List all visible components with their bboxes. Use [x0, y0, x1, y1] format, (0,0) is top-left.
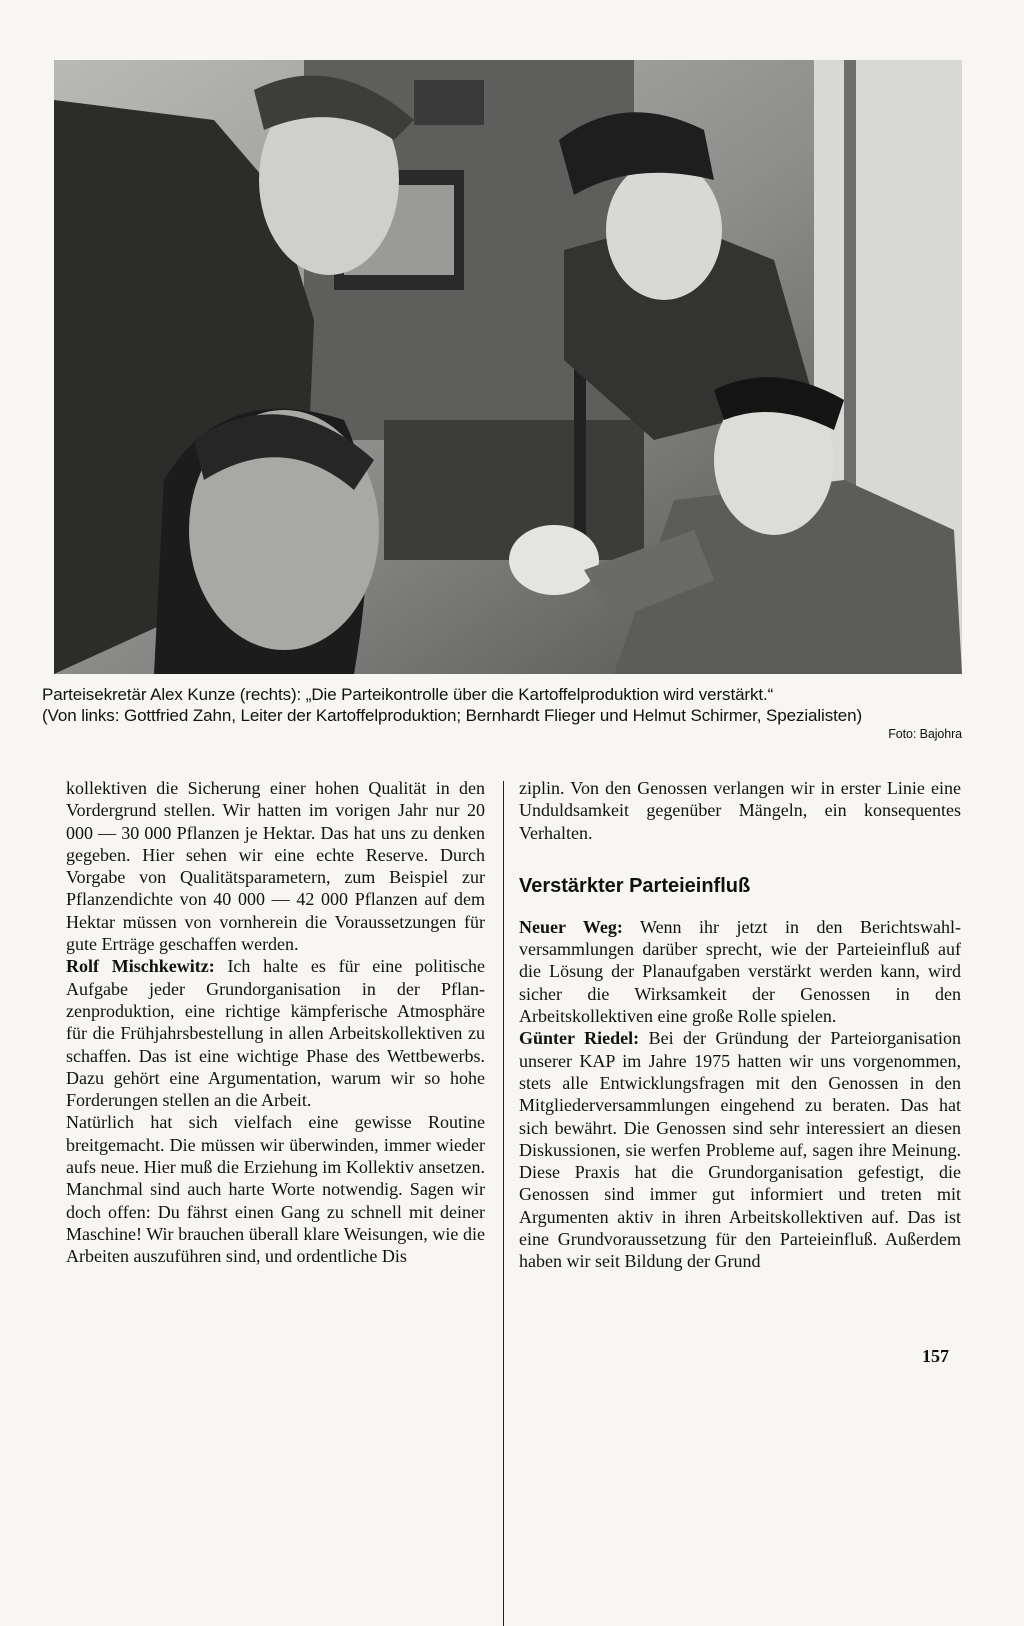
paragraph-text: Wenn ihr jetzt in den Berichtswahlversammlungen darüber sprecht, wie der Parteieinfluß auf die Lösung der Planaufgaben verstärkt werden kann, wird sicher die Wirksamkeit der Genossen in den Arbeitskollektiven eine große Rolle spielen. — [519, 916, 961, 1027]
caption-line-1: Parteisekretär Alex Kunze (rechts): „Die Parteikontrolle über die Kartoffelproduktion wird verstärkt.“ — [42, 685, 774, 704]
photo-credit: Foto: Bajohra — [888, 727, 962, 741]
photo-caption — [42, 684, 962, 742]
paragraph — [519, 1027, 961, 1272]
left-column — [66, 777, 485, 1268]
section-heading: Verstärkter Parteieinfluß — [519, 874, 751, 897]
speaker-label: Neuer Weg: — [519, 916, 623, 937]
paragraph — [519, 916, 961, 1027]
paragraph-text: Ich halte es für eine politische Aufgabe jeder Grundorganisation in der Pflanzenproduktion, eine richtige kämpferische Atmosphäre für die Frühjahrsbestellung in allen Arbeitskollektiven zu schaffen. Das ist eine wichtige Phase des Wettbewerbs. Dazu gehört eine Argumentation, warum wir so hohe Forderungen stellen an die Arbeit. — [66, 956, 486, 1111]
paragraph — [66, 955, 485, 1111]
page-number: 157 — [922, 1346, 949, 1366]
paragraph-text: Bei der Gründung der Parteiorganisation unserer KAP im Jahre 1975 hatten wir uns vorgenommen, stets alle Entwicklungsfragen mit den Genossen in den Mitgliederversammlungen eingehend zu beraten. Das hat sich bewährt. Die Genossen sind sehr interessiert an diesen Diskussionen, sie werfen Probleme auf, sagen ihre Meinung. Diese Praxis hat die Grundorganisation gefestigt, die Genossen sind immer gut informiert und treten mit Argumenten aktiv in ihren Arbeitskollektiven auf. Das ist eine Grundvoraussetzung für den Parteieinfluß. Außerdem haben wir seit Bildung der Grund — [519, 1028, 962, 1272]
right-column — [519, 777, 961, 1273]
caption-line-2: (Von links: Gottfried Zahn, Leiter der Kartoffelproduktion; Bernhardt Flieger und Helmut Schirmer, Spezialisten) — [42, 706, 863, 725]
paragraph: Natürlich hat sich vielfach eine gewisse Routine breitgemacht. Die müssen wir überwinden, immer wieder aufs neue. Hier muß die Erziehung im Kollektiv ansetzen. Manchmal sind auch harte Worte notwendig. Sagen wir doch offen: Du fährst einen Gang zu schnell mit deiner Maschine! Wir brauchen überall klare Weisungen, wie die Arbeiten auszuführen sind, und ordentliche Dis — [66, 1112, 485, 1267]
photo-illustration — [54, 60, 962, 674]
article-photo — [54, 60, 962, 674]
speaker-label: Rolf Mischkewitz: — [66, 956, 215, 977]
paragraph: ziplin. Von den Genossen verlangen wir in erster Linie eine Unduldsamkeit gegenüber Mängeln, ein konsequentes Verhalten. — [519, 778, 961, 843]
paragraph: kollektiven die Sicherung einer hohen Qualität in den Vordergrund stellen. Wir hatten im vorigen Jahr nur 20 000 — 30 000 Pflanzen je Hektar. Das hat uns zu denken gegeben. Hier sehen wir eine echte Reserve. Durch Vorgabe von Qualitätsparametern, zum Beispiel zur Pflanzendichte von 40 000 — 42 000 Pflanzen auf dem Hektar müssen von vornherein die Voraussetzungen für gute Erträge geschaffen werden. — [66, 778, 485, 955]
column-divider — [503, 781, 504, 1626]
speaker-label: Günter Riedel: — [519, 1028, 640, 1049]
